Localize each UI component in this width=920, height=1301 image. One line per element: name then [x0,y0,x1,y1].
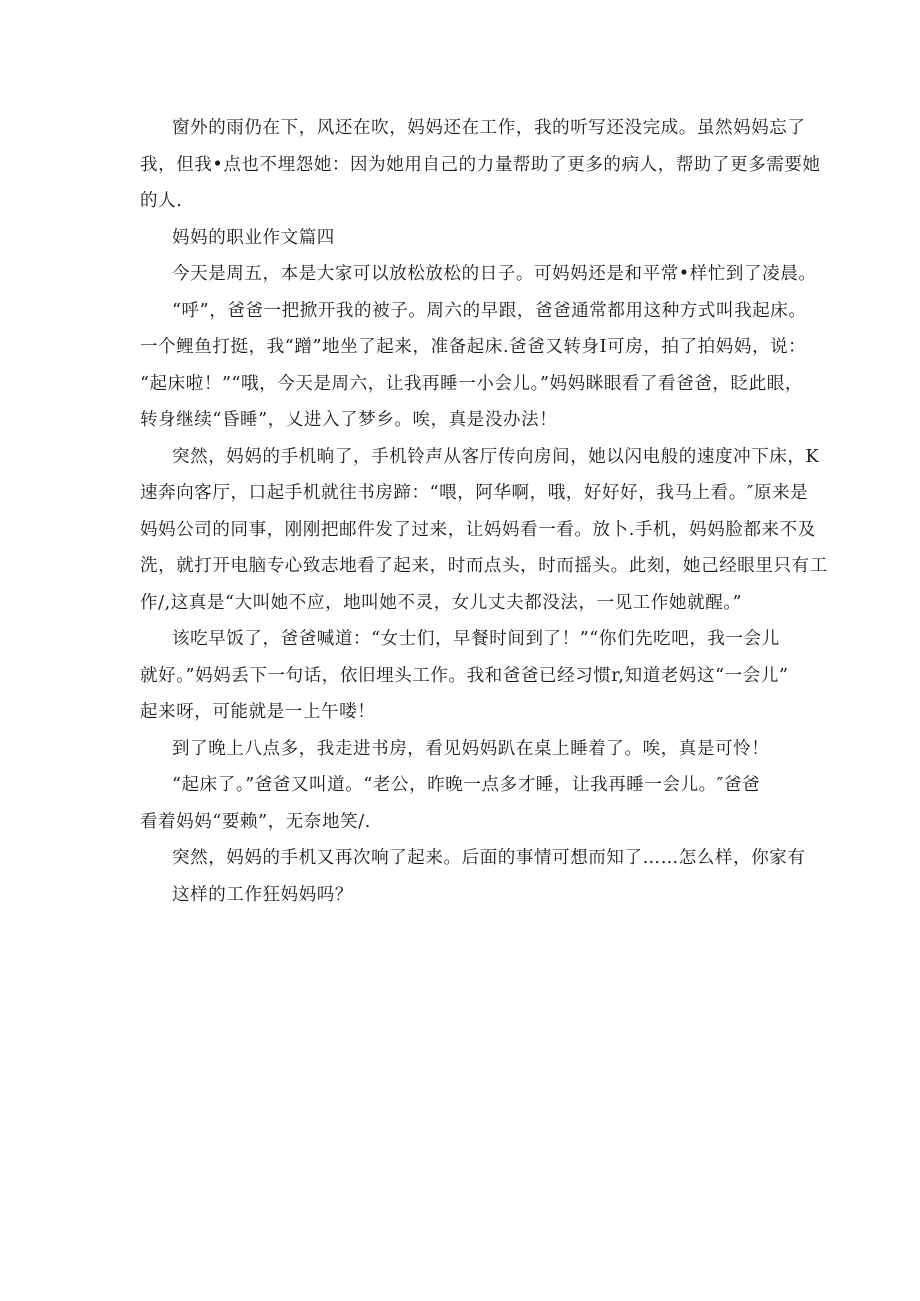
text-line: “呼”，爸爸一把掀开我的被子。周六的早跟，爸爸通常都用这种方式叫我起床。 [172,300,807,321]
heading-text: 妈妈的职业作文篇四 [172,227,335,248]
paragraph [140,256,817,293]
paragraph [140,110,821,220]
text-line: 到了晚上八点多，我走进书房，看见妈妈趴在桌上睡着了。唉，真是可怜！ [172,738,770,759]
text-line: 突然，妈妈的手机晌了，手机铃声从客厅传向房间，她以闪电般的速度冲下床，K [172,446,820,467]
text-line: 洗，就打开电脑专心致志地看了起来，时而点头，时而摇头。此刻，她己经眼里只有工 [140,556,828,576]
text-line: 作/,这真是“大叫她不应，地叫她不灵，女儿丈夫都没法，一见工作她就醒。” [140,592,743,613]
text-line: 转身继续“昏睡”，乂进入了梦乡。唉，真是没办法！ [140,410,558,430]
text-line: 我，但我•点也不埋怨她：因为她用自己的力量帮助了更多的病人，帮助了更多需要她 [140,154,821,175]
text-line: 起来呀，可能就是一上午喽！ [140,702,376,722]
text-line: “起床了。”爸爸又叫道。“老公，昨晚一点多才睡，让我再睡一会儿。″爸爸 [172,775,761,795]
text-line: 就好。”妈妈丢下一句话，依旧埋头工作。我和爸爸已经习惯r,知道老妈这“一会儿” [140,665,789,686]
paragraph [140,731,790,768]
text-line: “起床啦！”“哦，今天是周六，让我再睡一小会儿。”妈妈眯眼看了看爸爸，眨此眼， [140,373,803,394]
section-heading [140,220,790,257]
paragraph [140,767,790,840]
text-line: 该吃早饭了，爸爸喊道：“女士们，早餐时间到了！”“你们先吃吧，我一会儿 [172,629,780,649]
text-line: 的人. [140,191,183,211]
text-line: 看着妈妈“要赖”，无奈地笑/. [140,811,371,832]
text-line: 今天是周五，本是大家可以放松放松的日子。可妈妈还是和平常•样忙到了凌晨。 [172,264,817,284]
text-line: 这样的工作狂妈妈吗？ [172,884,353,905]
paragraph [140,621,790,731]
text-line: 妈妈公司的同事，刚刚把邮件发了过来，让妈妈看一看。放卜.手机，妈妈脸都来不及 [140,519,816,540]
paragraph [140,293,807,439]
paragraph [140,439,828,622]
paragraph [140,840,806,913]
document-body [140,110,828,913]
text-line: 一个鲤鱼打挺，我“蹭”地坐了起来，准备起床.爸爸又转身I可房，拍了拍妈妈，说： [140,337,807,357]
text-line: 突然，妈妈的手机又再次响了起来。后面的事情可想而知了……怎么样，你家有 [172,848,806,868]
text-line: 窗外的雨仍在下，风还在吹，妈妈还在工作，我的听写还没完成。虽然妈妈忘了 [172,118,806,138]
text-line: 速奔向客厅，口起手机就往书房蹄：“喂，阿华啊，哦，好好好，我马上看。″原来是 [140,483,809,503]
